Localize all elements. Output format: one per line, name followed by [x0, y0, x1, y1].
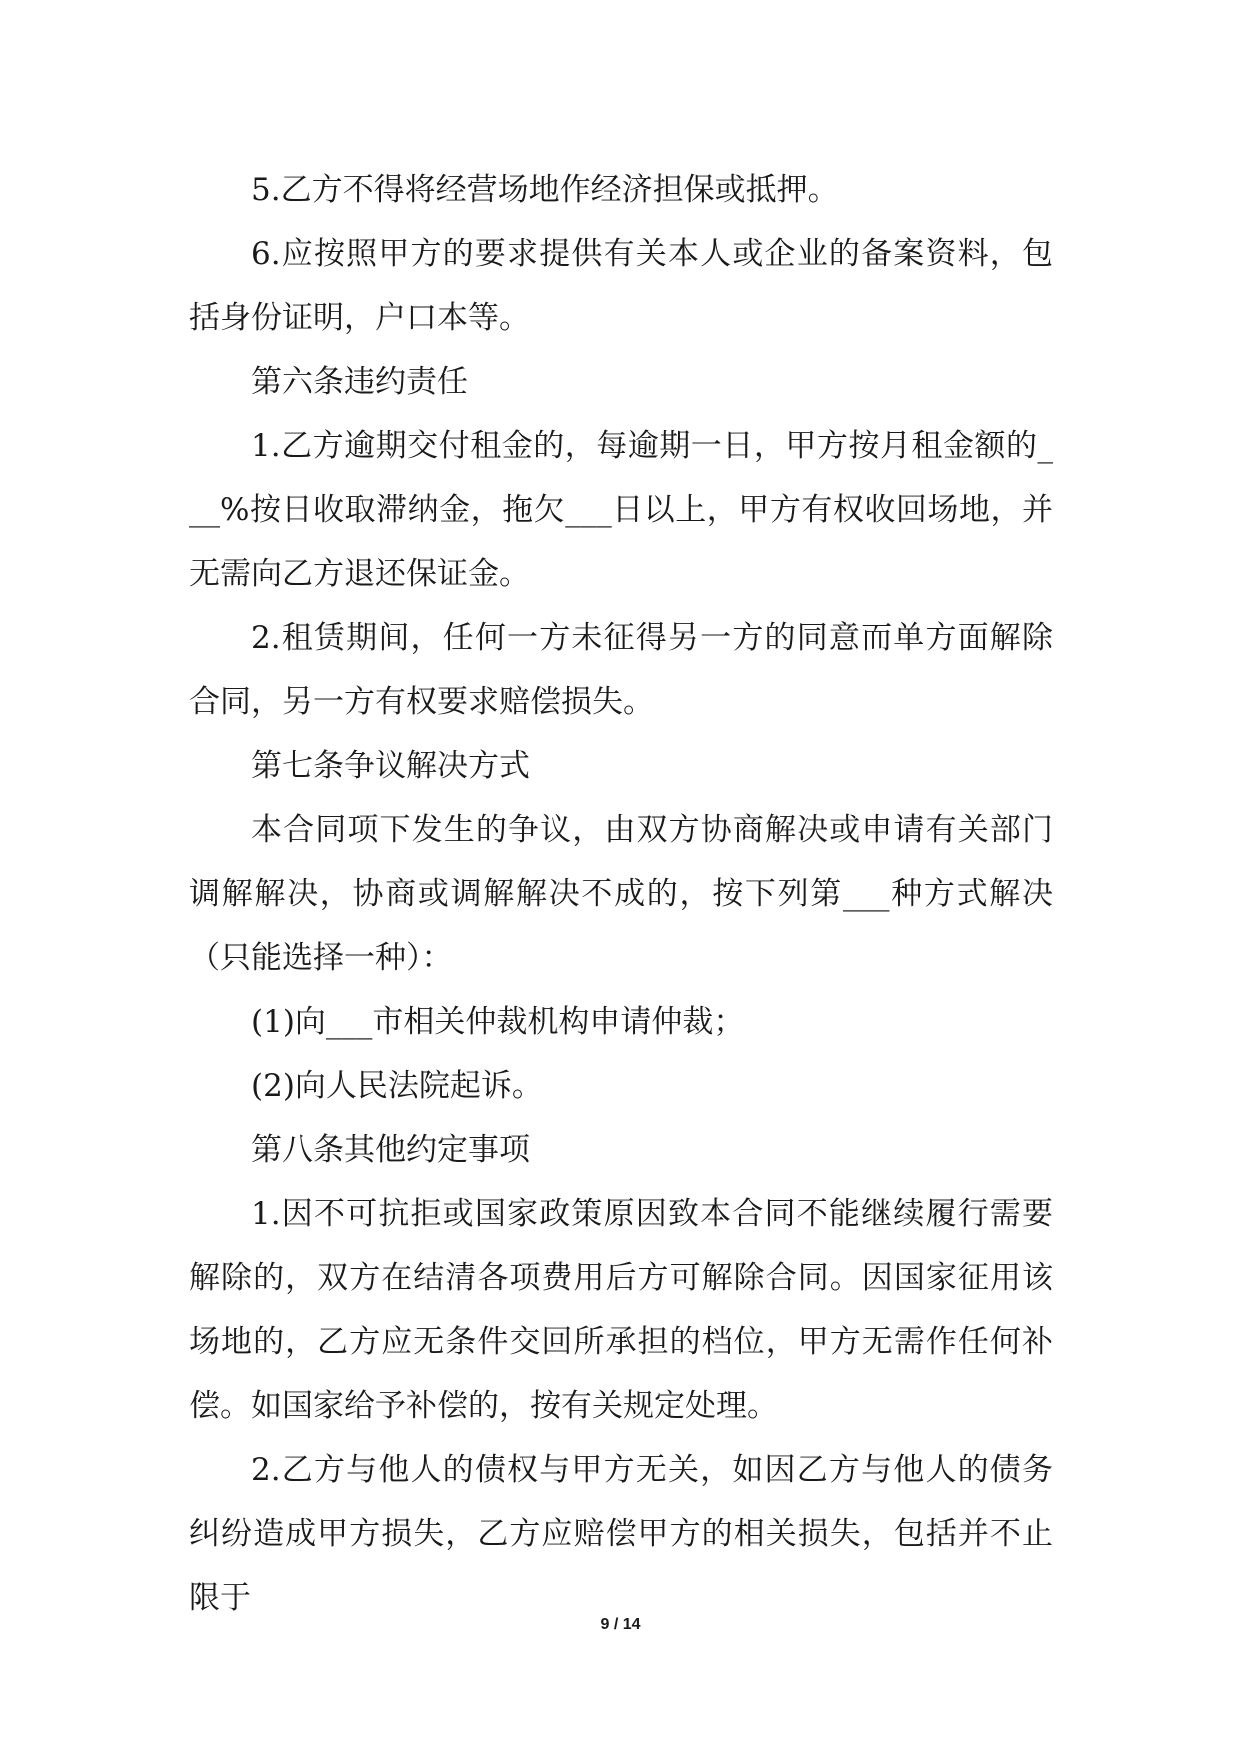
paragraph-dispute-option-2: (2)向人民法院起诉。 — [251, 1068, 543, 1104]
section-heading-6: 第六条违约责任 — [251, 364, 468, 400]
section-heading-8: 第八条其他约定事项 — [251, 1132, 530, 1168]
paragraph-dispute: 本合同项下发生的争议，由双方协商解决或申请有关部门调解解决，协商或调解解决不成的，按下列第___种方式解决（只能选择一种）： — [189, 812, 1053, 976]
paragraph-other-2: 2.乙方与他人的债权与甲方无关，如因乙方与他人的债务纠纷造成甲方损失，乙方应赔偿甲方的相关损失，包括并不止限于 — [189, 1452, 1053, 1616]
paragraph-breach-2: 2.租赁期间，任何一方未征得另一方的同意而单方面解除合同，另一方有权要求赔偿损失。 — [189, 620, 1053, 720]
paragraph-dispute-option-1: (1)向___市相关仲裁机构申请仲裁； — [251, 1004, 745, 1040]
document-body — [189, 158, 1053, 1630]
paragraph-item-6: 6.应按照甲方的要求提供有关本人或企业的备案资料，包括身份证明，户口本等。 — [189, 236, 1053, 336]
paragraph-other-1: 1.因不可抗拒或国家政策原因致本合同不能继续履行需要解除的，双方在结清各项费用后方可解除合同。因国家征用该场地的，乙方应无条件交回所承担的档位，甲方无需作任何补偿。如国家给予补偿的，按有关规定处理。 — [189, 1196, 1053, 1424]
paragraph-item-5: 5.乙方不得将经营场地作经济担保或抵押。 — [251, 172, 839, 208]
section-heading-7: 第七条争议解决方式 — [251, 748, 530, 784]
paragraph-breach-1: 1.乙方逾期交付租金的，每逾期一日，甲方按月租金额的___%按日收取滞纳金，拖欠___日以上，甲方有权收回场地，并无需向乙方退还保证金。 — [189, 428, 1053, 592]
page-number: 9 / 14 — [600, 1616, 641, 1633]
